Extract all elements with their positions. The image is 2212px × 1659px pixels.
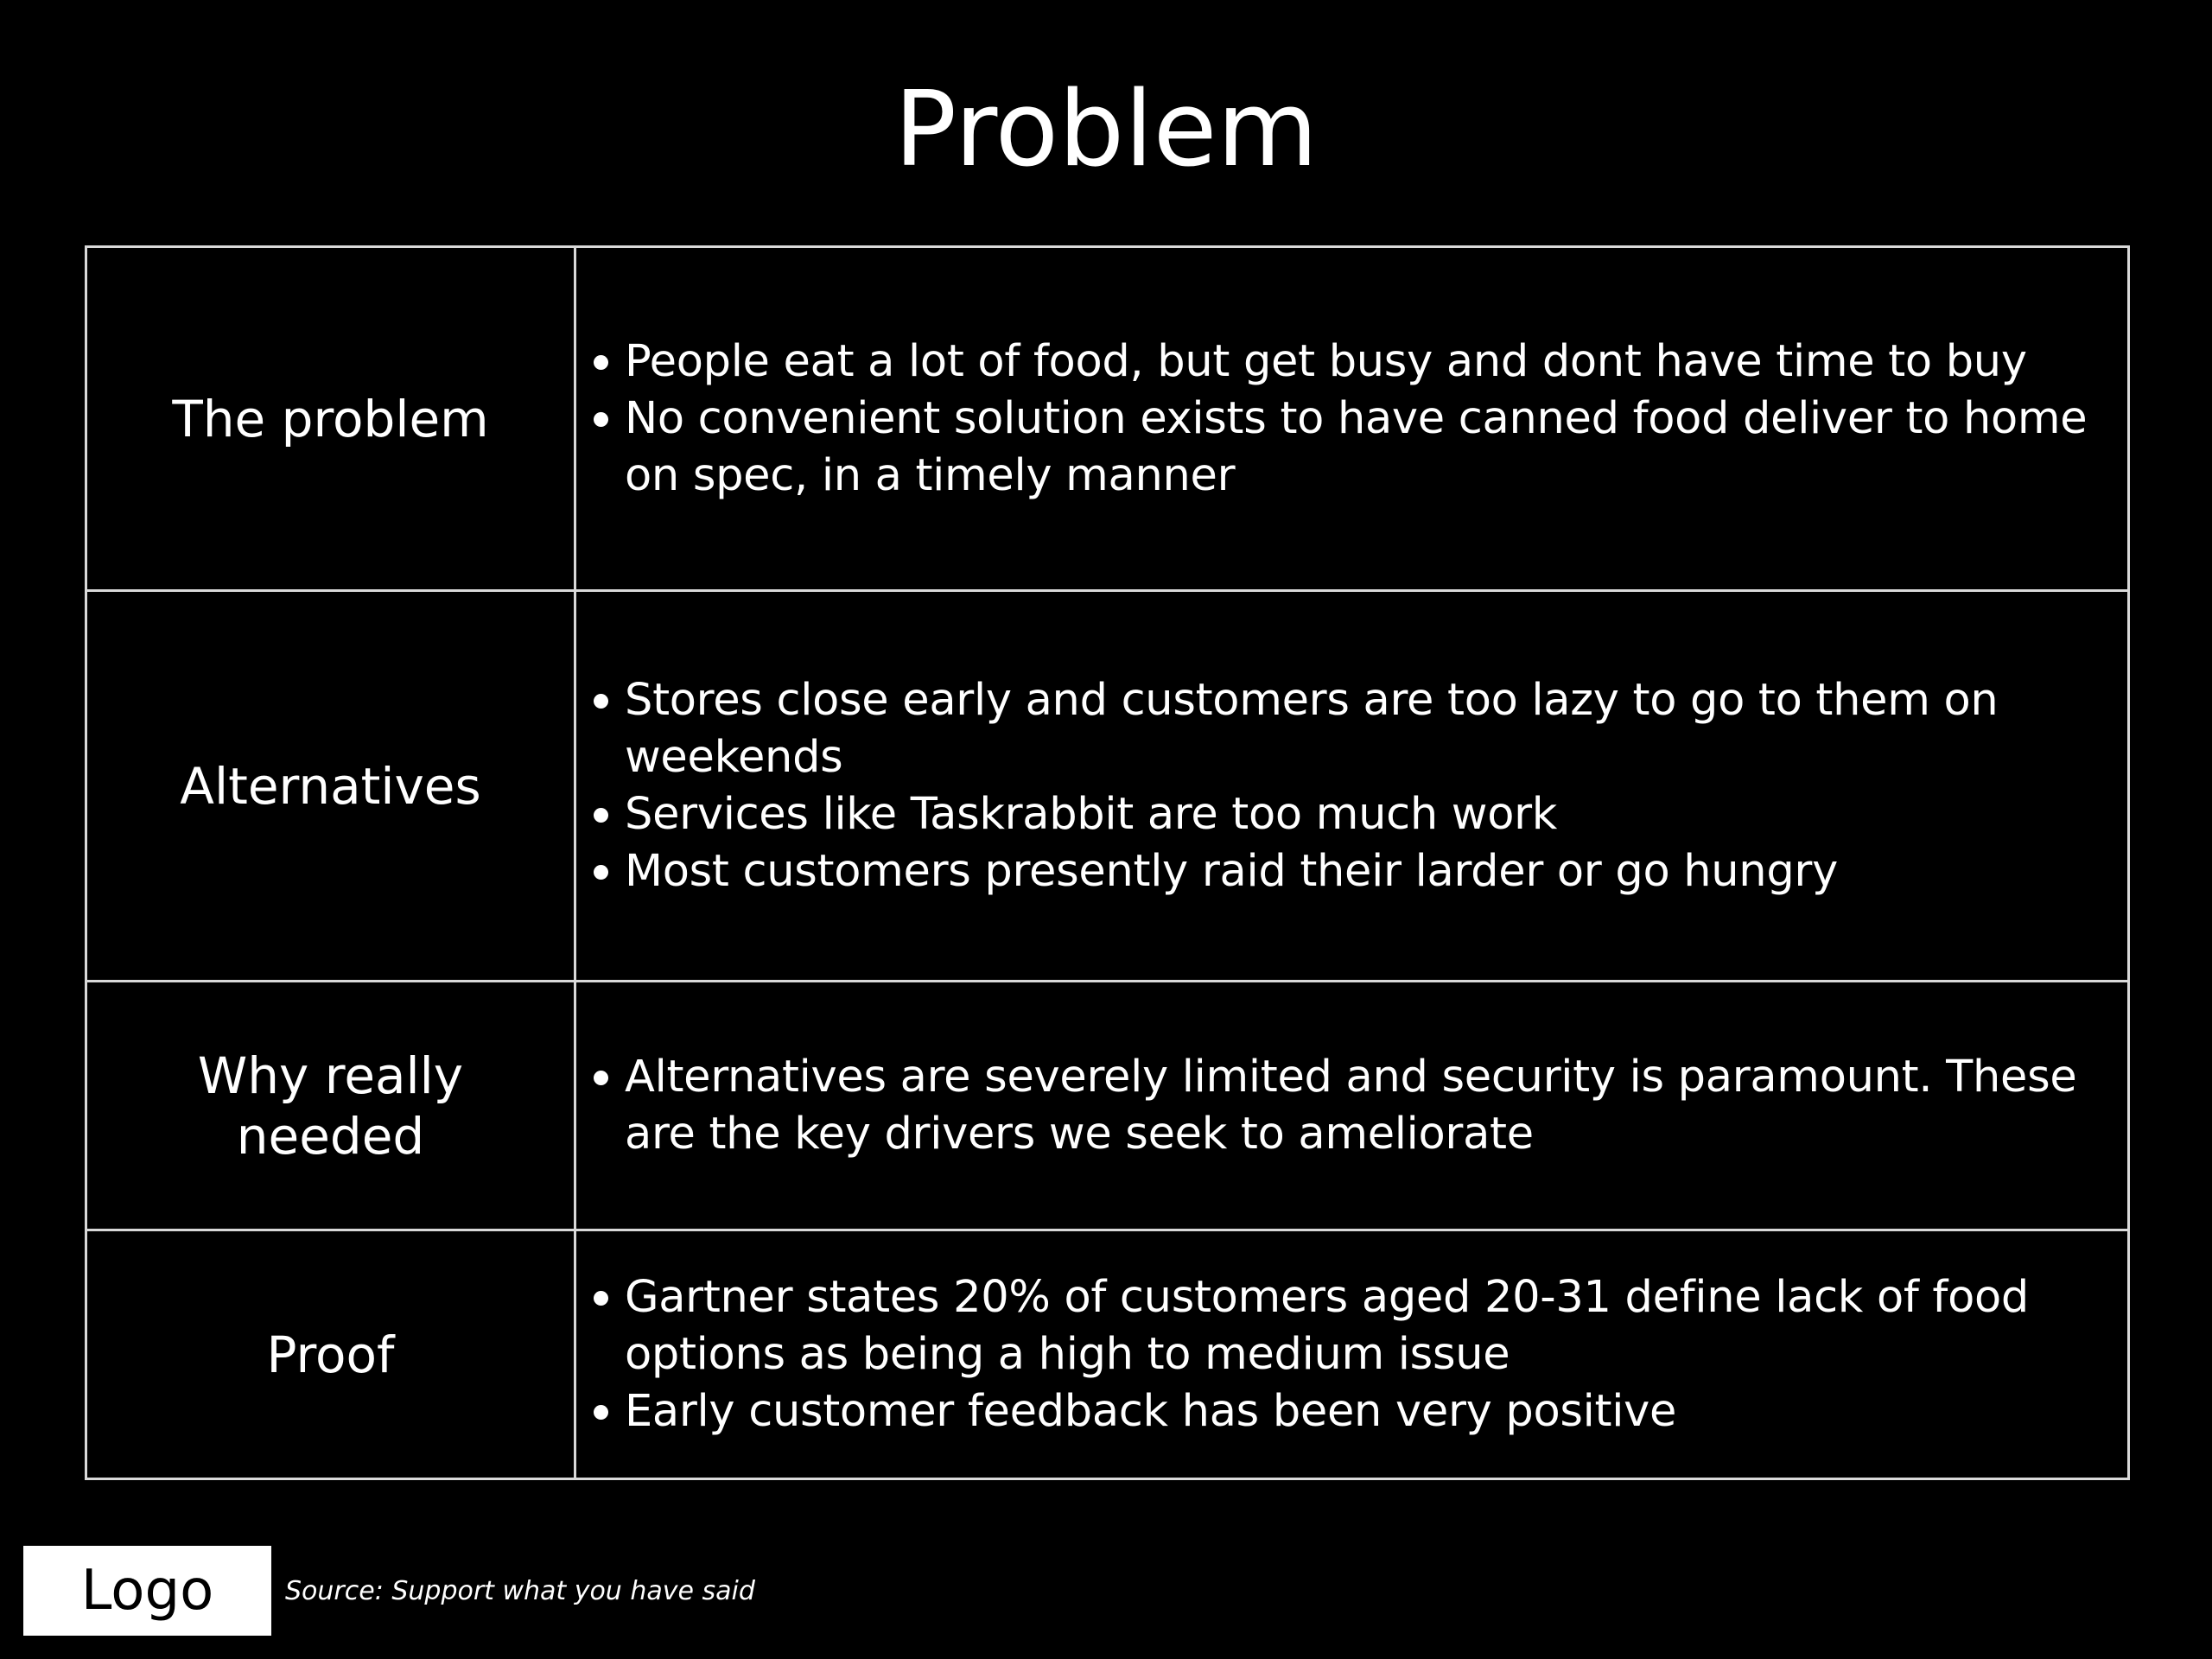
row-label-why-really-needed: Why really needed xyxy=(86,982,575,1230)
table-row xyxy=(86,591,2129,982)
row-label-proof: Proof xyxy=(86,1230,575,1479)
row-content-proof xyxy=(575,1230,2129,1479)
table-row xyxy=(86,982,2129,1230)
logo-placeholder: Logo xyxy=(23,1546,271,1636)
bullet-item: Early customer feedback has been very positive xyxy=(625,1383,2115,1440)
bullet-item: Gartner states 20% of customers aged 20-31 define lack of food options as being a high to medium issue xyxy=(625,1269,2115,1383)
row-content-why-really-needed xyxy=(575,982,2129,1230)
row-label-the-problem: The problem xyxy=(86,247,575,591)
table-row xyxy=(86,1230,2129,1479)
bullet-item: Most customers presently raid their larder or go hungry xyxy=(625,843,2115,900)
bullet-item: No convenient solution exists to have canned food deliver to home on spec, in a timely manner xyxy=(625,391,2115,505)
source-note: Source: Support what you have said xyxy=(285,1576,755,1606)
bullet-list xyxy=(576,1269,2127,1440)
bullet-item: Stores close early and customers are too lazy to go to them on weekends xyxy=(625,672,2115,786)
problem-table xyxy=(85,245,2130,1480)
bullet-list xyxy=(576,672,2127,900)
bullet-list xyxy=(576,1049,2127,1163)
table-row xyxy=(86,247,2129,591)
slide-title: Problem xyxy=(893,70,1319,190)
bullet-item: People eat a lot of food, but get busy and dont have time to buy xyxy=(625,334,2115,391)
bullet-list xyxy=(576,334,2127,505)
row-label-alternatives: Alternatives xyxy=(86,591,575,982)
row-content-alternatives xyxy=(575,591,2129,982)
bullet-item: Alternatives are severely limited and security is paramount. These are the key drivers we seek to ameliorate xyxy=(625,1049,2115,1163)
bullet-item: Services like Taskrabbit are too much work xyxy=(625,786,2115,843)
row-content-the-problem xyxy=(575,247,2129,591)
